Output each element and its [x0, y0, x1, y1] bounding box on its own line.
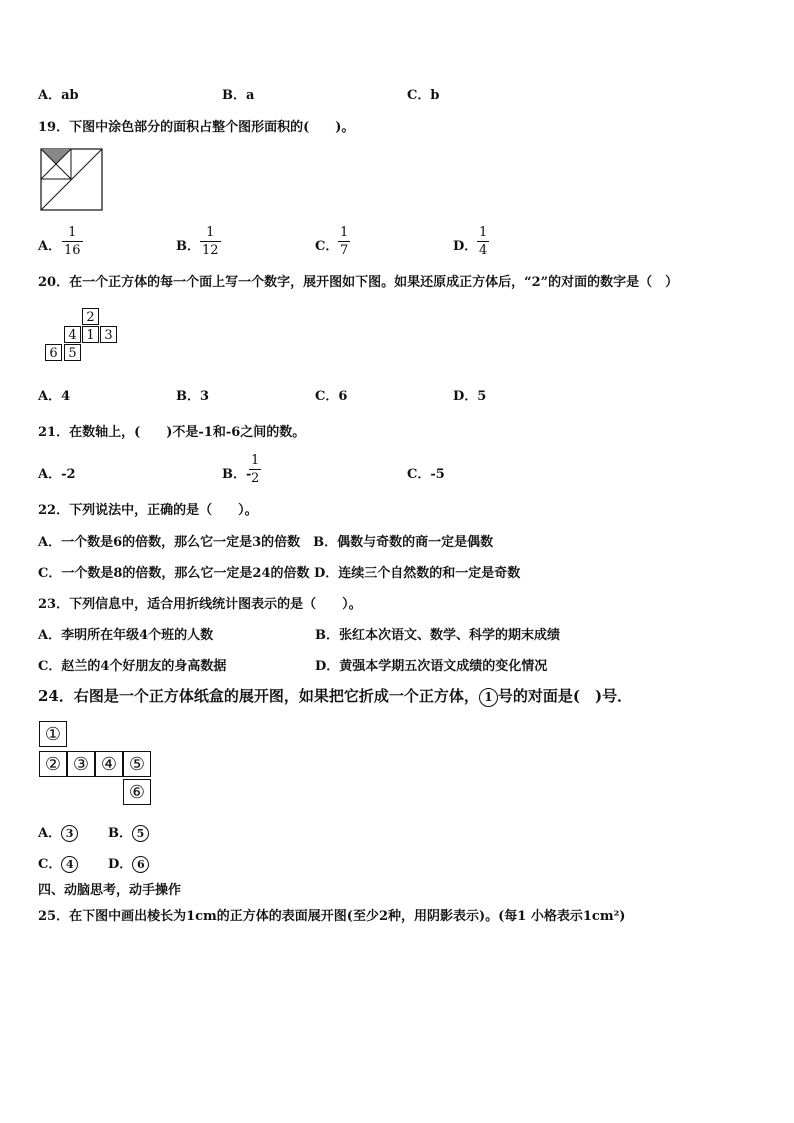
- q20-option-d: D．5: [453, 389, 487, 404]
- q24-option-circle: 6: [132, 856, 149, 873]
- q19-option-a-letter: A．: [38, 239, 62, 254]
- q19-option-d-letter: D．: [453, 239, 478, 254]
- q24-option-letter: D．: [108, 857, 133, 872]
- q23-option-b: B．张红本次语文、数学、科学的期末成绩: [315, 628, 560, 643]
- q22-options-line1: A．一个数是6的倍数，那么它一定是3的倍数 B．偶数与奇数的商一定是偶数: [38, 535, 494, 550]
- q24-option-circle: 4: [61, 856, 78, 873]
- q23-option-d: D．黄强本学期五次语文成绩的变化情况: [315, 659, 548, 674]
- q24-stem: [38, 685, 632, 707]
- q20-net-cell: 5: [64, 344, 81, 361]
- q23-option-c: C．赵兰的4个好朋友的身高数据: [38, 659, 227, 674]
- q24-net-cell: ②: [39, 751, 67, 777]
- q25-stem: 25．在下图中画出棱长为1cm的正方体的表面展开图(至少2种，用阴影表示)。(每1 小格表示1cm²): [38, 909, 626, 924]
- q24-stem-text: 24．右图是一个正方体纸盒的展开图，如果把它折成一个正方体，: [38, 687, 479, 705]
- q20-net-cell: 2: [82, 308, 99, 325]
- q19-option-b-fraction: 1 12: [202, 225, 219, 258]
- q19-stem: 19．下图中涂色部分的面积占整个图形面积的( )。: [38, 120, 355, 135]
- q21-option-c: C．-5: [407, 467, 445, 482]
- q23-option-a: A．李明所在年级4个班的人数: [38, 628, 214, 643]
- q19-option-c-fraction: 1 7: [340, 225, 349, 258]
- section-4-heading: 四、动脑思考，动手操作: [38, 883, 182, 898]
- q18-option-a: A．ab: [38, 88, 79, 103]
- q22-stem: 22．下列说法中，正确的是（ ）。: [38, 503, 258, 518]
- q24-option-d: [108, 853, 149, 873]
- q20-net-cell: 6: [45, 344, 62, 361]
- q20-option-b: B．3: [176, 389, 210, 404]
- q21-option-b-fraction: 1 2: [251, 453, 260, 486]
- q20-net-cell: 3: [100, 326, 117, 343]
- q22-options-line2: C．一个数是8的倍数，那么它一定是24的倍数 D．连续三个自然数的和一定是奇数: [38, 566, 521, 581]
- q24-option-letter: B．: [108, 826, 132, 841]
- q18-option-b: B．a: [222, 88, 255, 103]
- q24-option-circle: 3: [61, 825, 78, 842]
- q19-figure: [40, 148, 104, 212]
- q19-shaded-triangle: [41, 149, 71, 164]
- q24-stem-text-end: 号的对面是( )号．: [497, 687, 633, 705]
- q20-option-a: A．4: [38, 389, 71, 404]
- q24-net-cell: ①: [39, 721, 67, 747]
- q24-net-cell: ⑤: [123, 751, 151, 777]
- q24-option-c: [38, 853, 78, 873]
- q19-option-b-letter: B．: [176, 239, 200, 254]
- q24-option-letter: C．: [38, 857, 62, 872]
- q24-net-cell: ③: [67, 751, 95, 777]
- q21-option-a: A．-2: [38, 467, 76, 482]
- q24-option-letter: A．: [38, 826, 62, 841]
- q21-option-b-prefix: B．-: [222, 467, 252, 482]
- q19-option-d-fraction: 1 4: [479, 225, 488, 258]
- q24-stem-circle: 1: [479, 688, 498, 707]
- q24-net-cell: ④: [95, 751, 123, 777]
- q21-stem: 21．在数轴上，( )不是-1和-6之间的数。: [38, 425, 306, 440]
- q19-option-c-letter: C．: [315, 239, 339, 254]
- q24-option-circle: 5: [132, 825, 149, 842]
- q20-stem: 20．在一个正方体的每一个面上写一个数字，展开图如下图。如果还原成正方体后，“2”的对面的数字是（ ）: [38, 275, 679, 290]
- q20-net-cell: 4: [64, 326, 81, 343]
- q23-stem: 23．下列信息中，适合用折线统计图表示的是（ ）。: [38, 597, 362, 612]
- q24-option-b: [108, 822, 149, 842]
- q24-net-cell: ⑥: [123, 779, 151, 805]
- q20-option-c: C．6: [315, 389, 348, 404]
- q24-option-a: [38, 822, 78, 842]
- q19-option-a-fraction: 1 16: [64, 225, 81, 258]
- q20-net-cell: 1: [82, 326, 99, 343]
- q18-option-c: C．b: [407, 88, 440, 103]
